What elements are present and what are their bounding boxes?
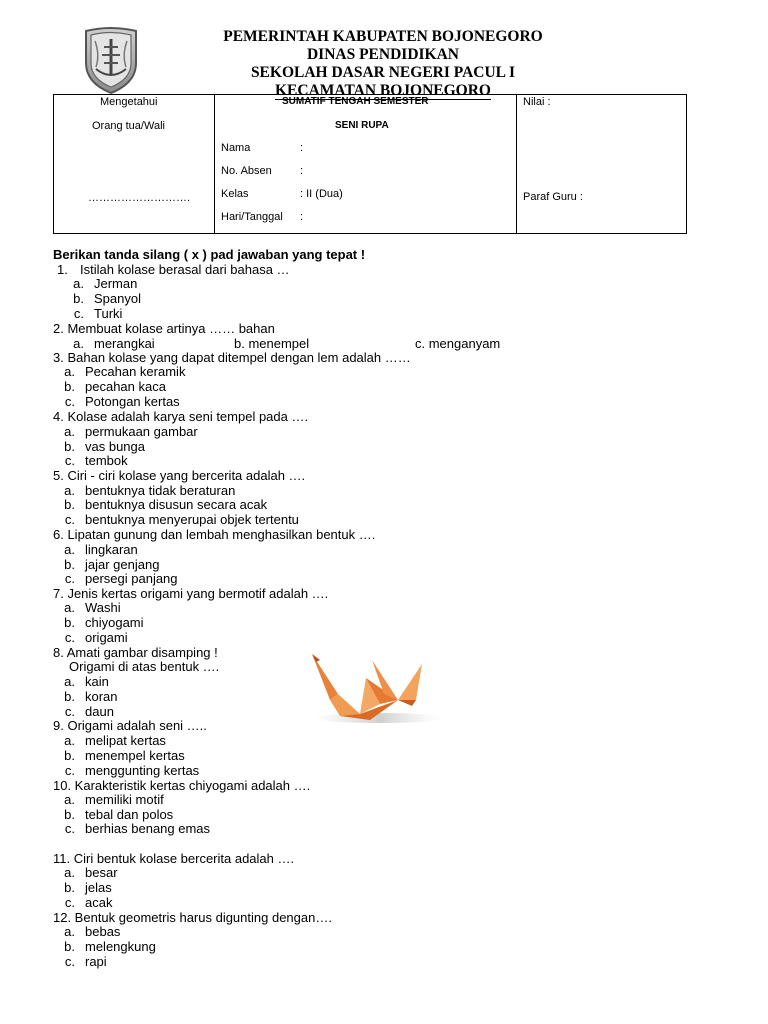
q2-option-b[interactable]: b. menempel xyxy=(234,336,310,351)
option-text: bentuknya disusun secara acak xyxy=(85,497,268,512)
paraf-guru-label: Paraf Guru : xyxy=(523,191,583,203)
header-line-1: PEMERINTAH KABUPATEN BOJONEGORO xyxy=(223,28,543,45)
option-text: Jerman xyxy=(94,276,138,291)
question-1-number: 1. xyxy=(57,262,68,277)
option-text: Washi xyxy=(85,600,121,615)
identity-box xyxy=(53,94,687,234)
nama-field[interactable]: : xyxy=(300,142,304,154)
grade-column xyxy=(516,95,687,233)
option-letter: b. xyxy=(64,807,75,822)
origami-crane-image xyxy=(300,650,450,726)
option-text: melipat kertas xyxy=(85,733,166,748)
option-letter: c. xyxy=(64,954,75,969)
exam-title: SUMATIF TENGAH SEMESTER xyxy=(282,96,429,107)
option-text: pecahan kaca xyxy=(85,379,166,394)
instruction-text: Berikan tanda silang ( x ) pad jawaban yang tepat ! xyxy=(53,247,366,262)
option-text: menempel kertas xyxy=(85,748,185,763)
option-letter: a. xyxy=(73,336,84,351)
question-8: 8. Amati gambar disamping ! xyxy=(53,645,218,660)
kelas-label: Kelas xyxy=(221,188,249,200)
option-letter: b. xyxy=(73,291,84,306)
question-7: 7. Jenis kertas origami yang bermotif adalah …. xyxy=(53,586,329,601)
school-header xyxy=(0,28,768,100)
question-3: 3. Bahan kolase yang dapat ditempel dengan lem adalah …… xyxy=(53,350,411,365)
option-text: tembok xyxy=(85,453,128,468)
option-text: bentuknya menyerupai objek tertentu xyxy=(85,512,299,527)
option-text: vas bunga xyxy=(85,439,145,454)
tanggal-label: Hari/Tanggal xyxy=(221,211,283,223)
option-letter: c. xyxy=(64,512,75,527)
option-text: berhias benang emas xyxy=(85,821,211,836)
option-letter: b. xyxy=(64,748,75,763)
option-text: lingkaran xyxy=(85,542,138,557)
question-9: 9. Origami adalah seni ….. xyxy=(53,718,207,733)
question-6: 6. Lipatan gunung dan lembah menghasilkan bentuk …. xyxy=(53,527,376,542)
parent-label: Orang tua/Wali xyxy=(92,120,165,132)
option-letter: a. xyxy=(64,865,75,880)
question-12: 12. Bentuk geometris harus digunting dengan…. xyxy=(53,910,332,925)
option-text: rapi xyxy=(85,954,107,969)
option-text: memiliki motif xyxy=(85,792,164,807)
option-letter: c. xyxy=(64,895,75,910)
question-8-subtext: Origami di atas bentuk …. xyxy=(69,659,220,674)
option-text: acak xyxy=(85,895,113,910)
option-letter: c. xyxy=(64,704,75,719)
option-text: koran xyxy=(85,689,118,704)
header-line-4: KECAMATAN BOJONEGORO xyxy=(274,82,491,99)
option-letter: b. xyxy=(64,497,75,512)
option-letter: c. xyxy=(64,821,75,836)
option-letter: b. xyxy=(64,689,75,704)
parent-signature-line[interactable]: ………………………. xyxy=(88,192,191,204)
option-letter: c. xyxy=(64,763,75,778)
option-text: besar xyxy=(85,865,118,880)
option-text: Potongan kertas xyxy=(85,394,180,409)
option-text: permukaan gambar xyxy=(85,424,198,439)
mengetahui-label: Mengetahui xyxy=(100,96,158,108)
option-letter: a. xyxy=(64,600,75,615)
option-text: melengkung xyxy=(85,939,156,954)
option-letter: a. xyxy=(64,483,75,498)
option-text: tebal dan polos xyxy=(85,807,174,822)
option-letter: a. xyxy=(64,792,75,807)
question-1-text: Istilah kolase berasal dari bahasa … xyxy=(80,262,290,277)
header-line-3: SEKOLAH DASAR NEGERI PACUL I xyxy=(250,64,516,81)
option-text: Spanyol xyxy=(94,291,141,306)
option-text: persegi panjang xyxy=(85,571,178,586)
option-letter: c. xyxy=(73,306,84,321)
header-line-2: DINAS PENDIDIKAN xyxy=(306,46,459,63)
question-11: 11. Ciri bentuk kolase bercerita adalah …. xyxy=(53,851,295,866)
absen-field[interactable]: : xyxy=(300,165,304,177)
option-letter: a. xyxy=(64,424,75,439)
option-letter: c. xyxy=(64,453,75,468)
option-letter: a. xyxy=(73,276,84,291)
q2-option-c[interactable]: c. menganyam xyxy=(415,336,501,351)
option-letter: a. xyxy=(64,542,75,557)
question-2: 2. Membuat kolase artinya …… bahan xyxy=(53,321,275,336)
option-letter: b. xyxy=(64,939,75,954)
option-text: menggunting kertas xyxy=(85,763,200,778)
option-text: jelas xyxy=(85,880,112,895)
option-text: chiyogami xyxy=(85,615,144,630)
option-letter: a. xyxy=(64,733,75,748)
option-text: jajar genjang xyxy=(85,557,160,572)
option-text: bebas xyxy=(85,924,121,939)
parent-column xyxy=(54,95,215,233)
kelas-field: : II (Dua) xyxy=(300,188,343,200)
option-text: merangkai xyxy=(94,336,155,351)
option-letter: b. xyxy=(64,379,75,394)
question-4: 4. Kolase adalah karya seni tempel pada …. xyxy=(53,409,309,424)
option-letter: c. xyxy=(64,394,75,409)
option-text: kain xyxy=(85,674,109,689)
absen-label: No. Absen xyxy=(221,165,272,177)
option-text: Pecahan keramik xyxy=(85,364,186,379)
option-letter: b. xyxy=(64,615,75,630)
option-letter: b. xyxy=(64,439,75,454)
option-letter: c. xyxy=(64,630,75,645)
option-text: daun xyxy=(85,704,114,719)
option-text: origami xyxy=(85,630,128,645)
nilai-label: Nilai : xyxy=(523,96,551,108)
question-10: 10. Karakteristik kertas chiyogami adalah …. xyxy=(53,778,311,793)
option-letter: c. xyxy=(64,571,75,586)
option-letter: a. xyxy=(64,924,75,939)
option-letter: a. xyxy=(64,674,75,689)
option-text: bentuknya tidak beraturan xyxy=(85,483,236,498)
nama-label: Nama xyxy=(221,142,251,154)
exam-subject: SENI RUPA xyxy=(335,120,389,131)
option-letter: b. xyxy=(64,880,75,895)
question-5: 5. Ciri - ciri kolase yang bercerita adalah …. xyxy=(53,468,306,483)
tanggal-field[interactable]: : xyxy=(300,211,304,223)
option-text: Turki xyxy=(94,306,123,321)
option-letter: a. xyxy=(64,364,75,379)
option-letter: b. xyxy=(64,557,75,572)
